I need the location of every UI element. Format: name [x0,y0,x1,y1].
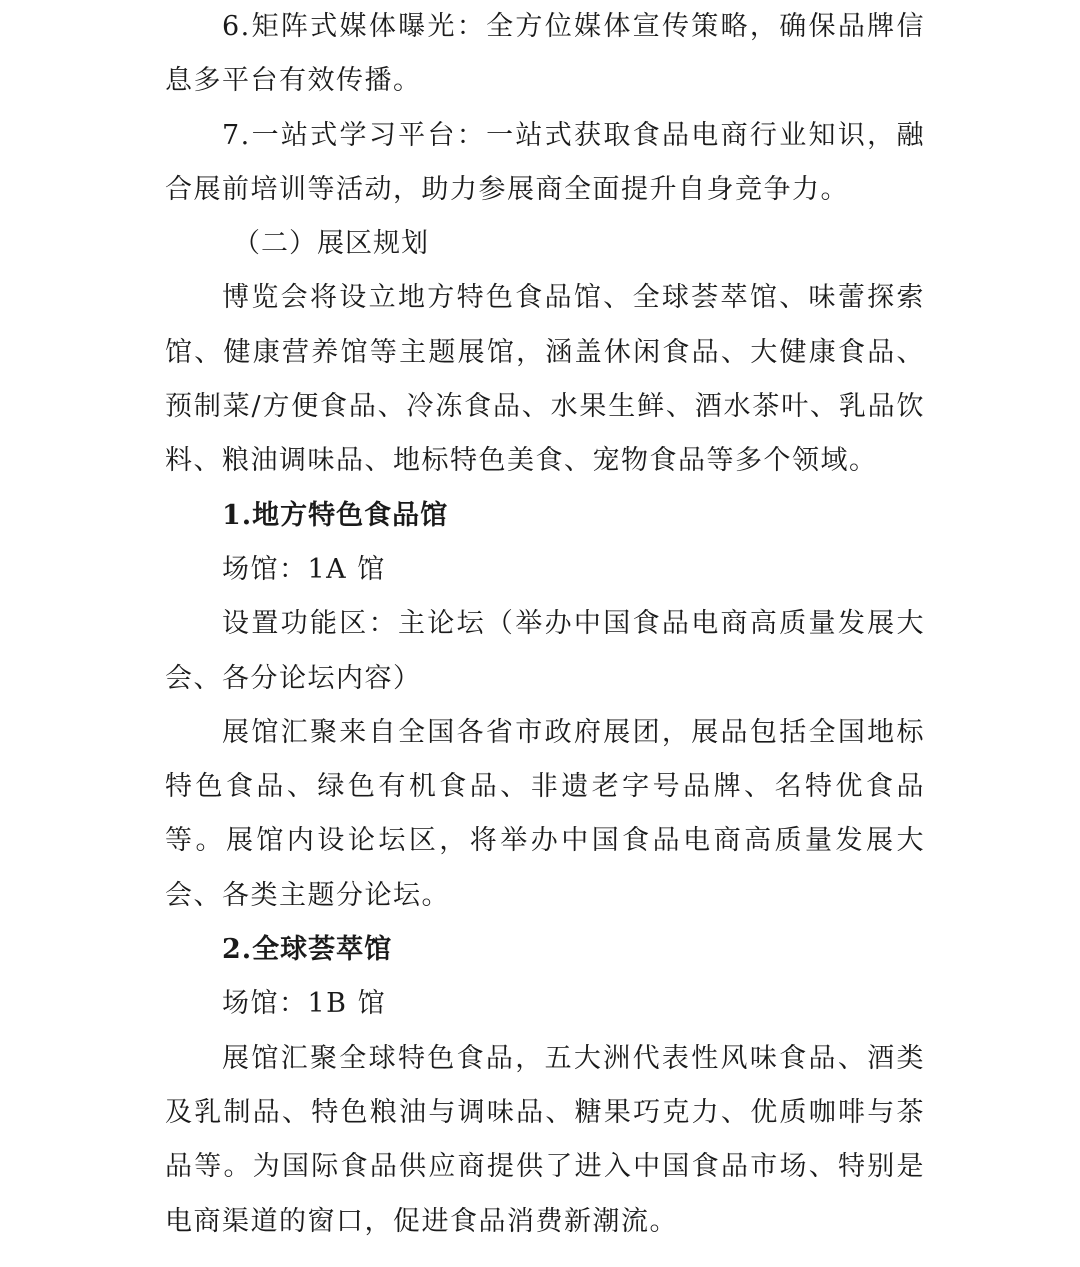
paragraph-exhibition-intro: 博览会将设立地方特色食品馆、全球荟萃馆、味蕾探索馆、健康营养馆等主题展馆，涵盖休闲食品、大健康食品、预制菜/方便食品、冷冻食品、水果生鲜、酒水茶叶、乳品饮料、粮油调味品、地标特色美食、宠物食品等多个领域。 [165,282,925,477]
paragraph-learning-platform: 7.一站式学习平台：一站式获取食品电商行业知识，融合展前培训等活动，助力参展商全面提升自身竞争力。 [165,119,925,205]
subheading-global-hall: 2.全球荟萃馆 [222,934,393,966]
document-page [165,0,925,1249]
paragraph-hall1-venue: 场馆：1A 馆 [222,553,386,585]
paragraph-hall2-description: 展馆汇聚全球特色食品，五大洲代表性风味食品、酒类及乳制品、特色粮油与调味品、糖果巧克力、优质咖啡与茶品等。为国际食品供应商提供了进入中国食品市场、特别是电商渠道的窗口，促进食品消费新潮流。 [165,1042,925,1237]
paragraph-hall2-venue: 场馆：1B 馆 [222,988,387,1020]
paragraph-hall1-description: 展馆汇聚来自全国各省市政府展团，展品包括全国地标特色食品、绿色有机食品、非遗老字号品牌、名特优食品等。展馆内设论坛区，将举办中国食品电商高质量发展大会、各类主题分论坛。 [165,716,925,911]
paragraph-media-exposure: 6.矩阵式媒体曝光：全方位媒体宣传策略，确保品牌信息多平台有效传播。 [165,11,925,97]
subheading-local-food-hall: 1.地方特色食品馆 [222,499,449,531]
paragraph-hall1-function: 设置功能区：主论坛（举办中国食品电商高质量发展大会、各分论坛内容） [165,608,925,694]
section-heading-exhibition-planning: （二）展区规划 [233,228,429,260]
